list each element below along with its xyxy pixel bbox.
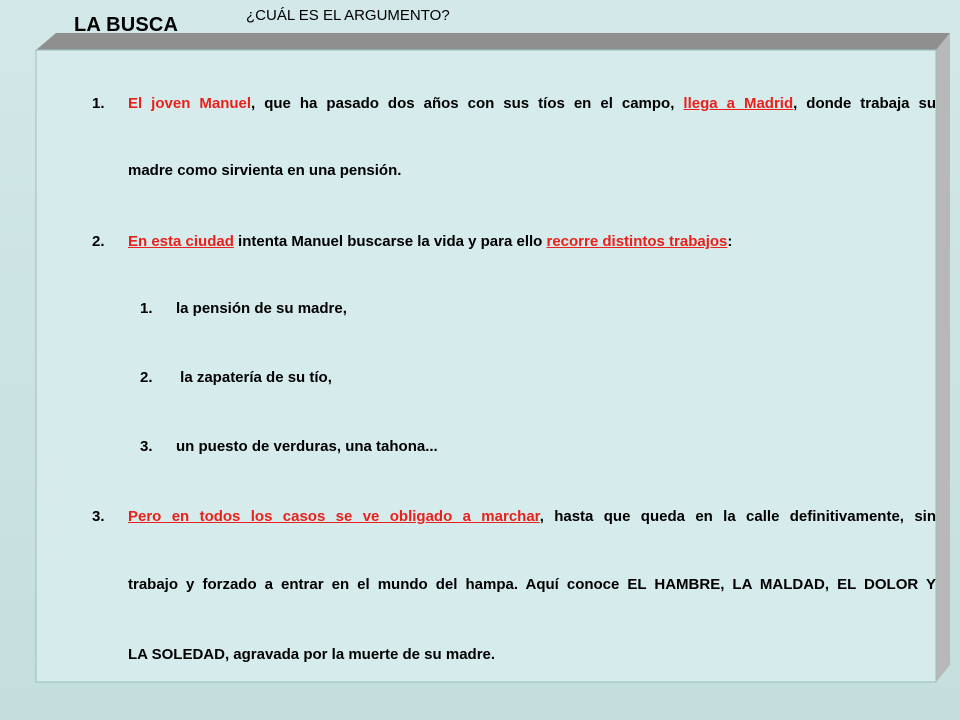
item-text: , que ha pasado dos años con sus tíos en el campo, xyxy=(251,95,684,112)
subitem-text: la pensión de su madre, xyxy=(176,300,347,317)
subitem-number: 2. xyxy=(140,369,153,386)
subitem-text: la zapatería de su tío, xyxy=(176,369,332,386)
subitem-number: 1. xyxy=(140,300,153,317)
argument-list xyxy=(36,50,936,680)
item-3-line-3: LA SOLEDAD, agravada por la muerte de su madre. xyxy=(128,646,496,663)
item-text: , donde trabaja su xyxy=(793,95,937,112)
subitem-number: 3. xyxy=(140,438,153,455)
slide-title: LA BUSCA xyxy=(74,14,179,36)
underlined-highlight: recorre distintos trabajos xyxy=(546,233,728,250)
item-1-line-2: madre como sirvienta en una pensión. xyxy=(128,162,402,179)
underlined-highlight: Pero en todos los casos se ve obligado a marchar xyxy=(128,508,540,525)
item-text: intenta Manuel buscarse la vida y para ello xyxy=(233,233,547,250)
underlined-highlight: En esta ciudad xyxy=(128,233,234,250)
item-number: 2. xyxy=(92,233,105,250)
highlight-text: El joven Manuel xyxy=(128,95,252,112)
item-3-line-1 xyxy=(128,508,936,525)
underlined-highlight: llega a Madrid xyxy=(683,95,794,112)
item-number: 1. xyxy=(92,95,105,112)
item-number: 3. xyxy=(92,508,105,525)
slide-subtitle: ¿CUÁL ES EL ARGUMENTO? xyxy=(246,7,450,24)
item-3-line-2: trabajo y forzado a entrar en el mundo del hampa. Aquí conoce EL HAMBRE, LA MALDAD, EL DOLOR Y xyxy=(128,576,936,593)
subitem-text: un puesto de verduras, una tahona... xyxy=(176,438,438,455)
item-text: : xyxy=(727,233,733,250)
item-text: , hasta que queda en la calle definitivamente, sin xyxy=(539,508,936,525)
item-1-line-1 xyxy=(128,95,936,112)
item-2-line-1 xyxy=(128,233,732,250)
